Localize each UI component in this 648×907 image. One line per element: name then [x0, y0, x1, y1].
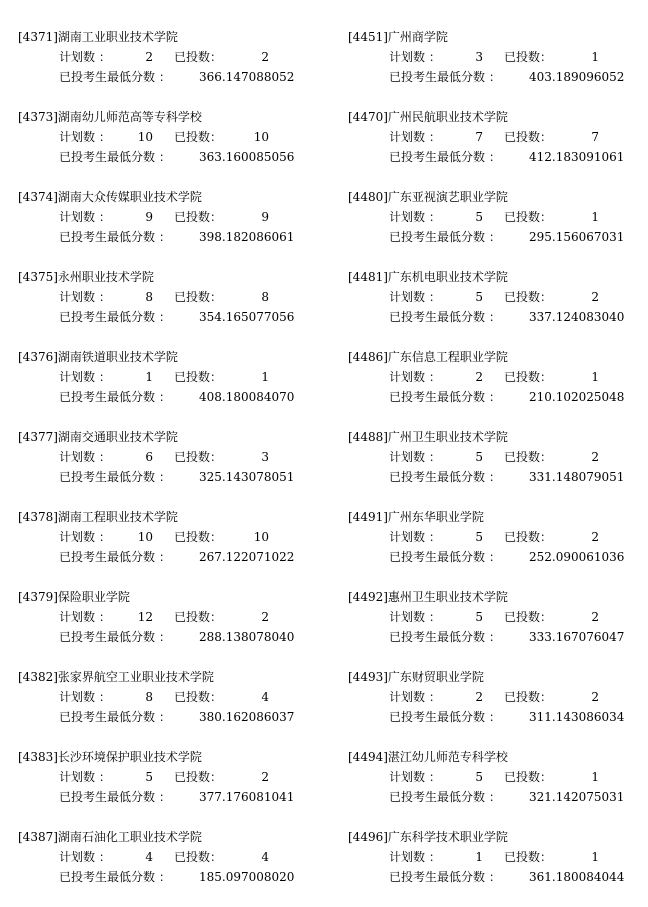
school-entry — [18, 347, 318, 427]
min-score-row — [389, 787, 648, 807]
cast-value: 2 — [591, 610, 599, 624]
plan-label: 计划数 ： — [59, 530, 111, 544]
school-title — [348, 187, 508, 207]
school-code: [4470] — [348, 110, 388, 124]
school-name: 广东机电职业技术学院 — [387, 270, 508, 284]
cast-label: 已投数： — [504, 610, 553, 624]
cast-value: 1 — [591, 770, 599, 784]
min-score-value: 412.183091061 — [529, 150, 625, 164]
plan-row — [59, 367, 319, 387]
min-score-row — [59, 227, 319, 247]
school-name: 广东财贸职业学院 — [387, 670, 484, 684]
cast-value: 10 — [253, 130, 269, 144]
min-score-value: 363.160085056 — [199, 150, 295, 164]
plan-row — [59, 687, 319, 707]
plan-row — [59, 127, 319, 147]
min-score-row — [389, 147, 648, 167]
min-score-row — [389, 387, 648, 407]
cast-value: 1 — [591, 850, 599, 864]
plan-label: 计划数 ： — [389, 690, 441, 704]
school-entry — [18, 187, 318, 267]
min-score-label: 已投考生最低分数 ： — [59, 70, 171, 84]
school-entry — [348, 667, 648, 747]
school-code: [4491] — [348, 510, 388, 524]
min-score-label: 已投考生最低分数 ： — [389, 390, 501, 404]
plan-value: 6 — [145, 450, 153, 464]
min-score-label: 已投考生最低分数 ： — [389, 470, 501, 484]
school-entry — [348, 347, 648, 427]
cast-value: 2 — [261, 610, 269, 624]
plan-value: 2 — [475, 370, 483, 384]
plan-label: 计划数 ： — [389, 450, 441, 464]
min-score-label: 已投考生最低分数 ： — [59, 870, 171, 884]
plan-row — [389, 527, 648, 547]
school-entry — [18, 587, 318, 667]
min-score-label: 已投考生最低分数 ： — [389, 230, 501, 244]
min-score-value: 331.148079051 — [529, 470, 625, 484]
min-score-row — [59, 307, 319, 327]
cast-value: 3 — [261, 450, 269, 464]
plan-value: 5 — [475, 530, 483, 544]
min-score-row — [59, 707, 319, 727]
plan-label: 计划数 ： — [59, 50, 111, 64]
plan-row — [389, 367, 648, 387]
right-column — [348, 27, 648, 907]
min-score-value: 398.182086061 — [199, 230, 295, 244]
school-code: [4371] — [18, 30, 58, 44]
plan-value: 5 — [475, 770, 483, 784]
cast-label: 已投数： — [174, 850, 223, 864]
min-score-value: 325.143078051 — [199, 470, 295, 484]
school-title — [348, 507, 484, 527]
plan-label: 计划数 ： — [389, 770, 441, 784]
min-score-label: 已投考生最低分数 ： — [389, 150, 501, 164]
plan-row — [59, 607, 319, 627]
min-score-label: 已投考生最低分数 ： — [59, 710, 171, 724]
min-score-label: 已投考生最低分数 ： — [389, 630, 501, 644]
min-score-row — [389, 227, 648, 247]
min-score-row — [59, 787, 319, 807]
school-code: [4496] — [348, 830, 388, 844]
min-score-row — [59, 67, 319, 87]
cast-label: 已投数： — [504, 770, 553, 784]
min-score-row — [389, 67, 648, 87]
cast-label: 已投数： — [174, 450, 223, 464]
plan-row — [59, 767, 319, 787]
cast-value: 2 — [591, 530, 599, 544]
school-title — [18, 827, 202, 847]
school-code: [4377] — [18, 430, 58, 444]
cast-label: 已投数： — [174, 530, 223, 544]
school-code: [4379] — [18, 590, 58, 604]
plan-value: 5 — [145, 770, 153, 784]
plan-label: 计划数 ： — [59, 850, 111, 864]
plan-label: 计划数 ： — [389, 370, 441, 384]
plan-label: 计划数 ： — [59, 690, 111, 704]
cast-label: 已投数： — [504, 290, 553, 304]
plan-value: 10 — [137, 530, 153, 544]
plan-value: 12 — [137, 610, 153, 624]
school-name: 湖南幼儿师范高等专科学校 — [57, 110, 202, 124]
plan-row — [389, 687, 648, 707]
school-entry — [348, 187, 648, 267]
plan-label: 计划数 ： — [59, 450, 111, 464]
min-score-row — [59, 627, 319, 647]
school-code: [4378] — [18, 510, 58, 524]
school-code: [4488] — [348, 430, 388, 444]
school-entry — [18, 107, 318, 187]
min-score-value: 267.122071022 — [199, 550, 295, 564]
min-score-label: 已投考生最低分数 ： — [59, 470, 171, 484]
cast-value: 4 — [261, 850, 269, 864]
cast-value: 8 — [261, 290, 269, 304]
plan-row — [59, 847, 319, 867]
school-title — [18, 187, 202, 207]
plan-label: 计划数 ： — [59, 370, 111, 384]
school-code: [4373] — [18, 110, 58, 124]
plan-value: 10 — [137, 130, 153, 144]
school-entry — [18, 827, 318, 907]
plan-row — [389, 847, 648, 867]
cast-label: 已投数： — [174, 130, 223, 144]
min-score-value: 295.156067031 — [529, 230, 625, 244]
school-code: [4374] — [18, 190, 58, 204]
cast-label: 已投数： — [504, 210, 553, 224]
min-score-row — [59, 387, 319, 407]
plan-value: 5 — [475, 450, 483, 464]
plan-row — [59, 287, 319, 307]
school-title — [348, 827, 508, 847]
cast-label: 已投数： — [504, 370, 553, 384]
school-entry — [348, 107, 648, 187]
plan-row — [389, 207, 648, 227]
school-title — [348, 267, 508, 287]
school-name: 广州卫生职业技术学院 — [387, 430, 508, 444]
school-title — [18, 427, 178, 447]
school-name: 湖南工业职业技术学院 — [57, 30, 178, 44]
school-name: 湖南铁道职业技术学院 — [57, 350, 178, 364]
cast-label: 已投数： — [174, 770, 223, 784]
school-title — [18, 347, 178, 367]
cast-label: 已投数： — [174, 370, 223, 384]
school-title — [348, 27, 448, 47]
cast-label: 已投数： — [504, 690, 553, 704]
plan-label: 计划数 ： — [389, 210, 441, 224]
school-code: [4494] — [348, 750, 388, 764]
school-title — [348, 587, 508, 607]
plan-label: 计划数 ： — [389, 290, 441, 304]
plan-value: 1 — [145, 370, 153, 384]
min-score-label: 已投考生最低分数 ： — [59, 310, 171, 324]
school-entry — [18, 427, 318, 507]
school-entry — [348, 27, 648, 107]
plan-label: 计划数 ： — [389, 850, 441, 864]
school-entry — [348, 827, 648, 907]
plan-row — [389, 127, 648, 147]
plan-value: 7 — [475, 130, 483, 144]
school-title — [348, 347, 508, 367]
min-score-row — [389, 467, 648, 487]
school-name: 广州民航职业技术学院 — [387, 110, 508, 124]
cast-label: 已投数： — [504, 130, 553, 144]
min-score-row — [389, 307, 648, 327]
school-name: 湛江幼儿师范专科学校 — [387, 750, 508, 764]
school-entry — [18, 267, 318, 347]
school-name: 湖南工程职业技术学院 — [57, 510, 178, 524]
min-score-row — [389, 627, 648, 647]
school-name: 保险职业学院 — [57, 590, 130, 604]
min-score-value: 321.142075031 — [529, 790, 625, 804]
min-score-row — [59, 147, 319, 167]
cast-value: 1 — [591, 50, 599, 64]
cast-label: 已投数： — [504, 850, 553, 864]
school-code: [4451] — [348, 30, 388, 44]
cast-value: 7 — [591, 130, 599, 144]
cast-value: 1 — [591, 210, 599, 224]
min-score-value: 408.180084070 — [199, 390, 295, 404]
cast-label: 已投数： — [174, 210, 223, 224]
school-title — [348, 427, 508, 447]
min-score-label: 已投考生最低分数 ： — [389, 710, 501, 724]
school-entry — [348, 507, 648, 587]
min-score-value: 185.097008020 — [199, 870, 295, 884]
cast-value: 9 — [261, 210, 269, 224]
cast-value: 2 — [591, 290, 599, 304]
min-score-row — [59, 467, 319, 487]
plan-row — [389, 447, 648, 467]
school-title — [348, 747, 508, 767]
plan-label: 计划数 ： — [59, 210, 111, 224]
school-code: [4383] — [18, 750, 58, 764]
plan-value: 4 — [145, 850, 153, 864]
min-score-value: 380.162086037 — [199, 710, 295, 724]
min-score-row — [389, 867, 648, 887]
school-name: 广州商学院 — [387, 30, 448, 44]
school-code: [4493] — [348, 670, 388, 684]
min-score-label: 已投考生最低分数 ： — [59, 150, 171, 164]
plan-label: 计划数 ： — [389, 610, 441, 624]
school-name: 永州职业技术学院 — [57, 270, 154, 284]
school-name: 惠州卫生职业技术学院 — [387, 590, 508, 604]
school-title — [18, 507, 178, 527]
plan-value: 8 — [145, 290, 153, 304]
school-entry — [348, 427, 648, 507]
school-code: [4376] — [18, 350, 58, 364]
min-score-value: 354.165077056 — [199, 310, 295, 324]
min-score-value: 377.176081041 — [199, 790, 295, 804]
plan-label: 计划数 ： — [389, 530, 441, 544]
plan-row — [389, 287, 648, 307]
min-score-row — [389, 707, 648, 727]
plan-value: 2 — [145, 50, 153, 64]
left-column — [18, 27, 318, 907]
min-score-label: 已投考生最低分数 ： — [59, 230, 171, 244]
school-name: 张家界航空工业职业技术学院 — [57, 670, 214, 684]
school-entry — [348, 587, 648, 667]
cast-label: 已投数： — [174, 290, 223, 304]
cast-value: 1 — [591, 370, 599, 384]
cast-label: 已投数： — [174, 610, 223, 624]
plan-row — [59, 47, 319, 67]
school-code: [4382] — [18, 670, 58, 684]
school-name: 广州东华职业学院 — [387, 510, 484, 524]
plan-row — [59, 447, 319, 467]
school-name: 湖南大众传媒职业技术学院 — [57, 190, 202, 204]
min-score-row — [389, 547, 648, 567]
school-code: [4375] — [18, 270, 58, 284]
plan-label: 计划数 ： — [389, 130, 441, 144]
cast-value: 2 — [261, 770, 269, 784]
school-title — [18, 27, 178, 47]
cast-label: 已投数： — [174, 50, 223, 64]
school-code: [4481] — [348, 270, 388, 284]
school-entry — [18, 747, 318, 827]
plan-label: 计划数 ： — [59, 610, 111, 624]
plan-value: 5 — [475, 290, 483, 304]
school-entry — [18, 507, 318, 587]
min-score-label: 已投考生最低分数 ： — [389, 870, 501, 884]
plan-row — [59, 207, 319, 227]
min-score-label: 已投考生最低分数 ： — [59, 630, 171, 644]
cast-value: 2 — [591, 690, 599, 704]
school-name: 长沙环境保护职业技术学院 — [57, 750, 202, 764]
min-score-label: 已投考生最低分数 ： — [59, 790, 171, 804]
min-score-label: 已投考生最低分数 ： — [59, 550, 171, 564]
cast-label: 已投数： — [174, 690, 223, 704]
min-score-value: 403.189096052 — [529, 70, 625, 84]
school-entry — [348, 747, 648, 827]
school-title — [18, 667, 214, 687]
school-code: [4387] — [18, 830, 58, 844]
min-score-value: 288.138078040 — [199, 630, 295, 644]
min-score-label: 已投考生最低分数 ： — [59, 390, 171, 404]
school-name: 湖南石油化工职业技术学院 — [57, 830, 202, 844]
min-score-label: 已投考生最低分数 ： — [389, 310, 501, 324]
school-name: 广东信息工程职业学院 — [387, 350, 508, 364]
school-name: 广东亚视演艺职业学院 — [387, 190, 508, 204]
school-name: 湖南交通职业技术学院 — [57, 430, 178, 444]
cast-value: 4 — [261, 690, 269, 704]
min-score-value: 210.102025048 — [529, 390, 625, 404]
cast-label: 已投数： — [504, 50, 553, 64]
school-code: [4480] — [348, 190, 388, 204]
min-score-label: 已投考生最低分数 ： — [389, 550, 501, 564]
plan-value: 5 — [475, 610, 483, 624]
plan-label: 计划数 ： — [59, 290, 111, 304]
plan-row — [389, 607, 648, 627]
school-entry — [18, 27, 318, 107]
school-entry — [18, 667, 318, 747]
plan-label: 计划数 ： — [59, 770, 111, 784]
plan-label: 计划数 ： — [389, 50, 441, 64]
school-title — [348, 667, 484, 687]
plan-row — [389, 47, 648, 67]
plan-value: 8 — [145, 690, 153, 704]
cast-value: 2 — [261, 50, 269, 64]
school-title — [18, 107, 202, 127]
min-score-value: 366.147088052 — [199, 70, 295, 84]
cast-value: 2 — [591, 450, 599, 464]
min-score-label: 已投考生最低分数 ： — [389, 790, 501, 804]
plan-label: 计划数 ： — [59, 130, 111, 144]
school-entry — [348, 267, 648, 347]
cast-value: 10 — [253, 530, 269, 544]
school-title — [18, 587, 130, 607]
school-code: [4486] — [348, 350, 388, 364]
plan-value: 1 — [475, 850, 483, 864]
school-code: [4492] — [348, 590, 388, 604]
school-title — [18, 267, 154, 287]
plan-row — [389, 767, 648, 787]
school-name: 广东科学技术职业学院 — [387, 830, 508, 844]
min-score-value: 333.167076047 — [529, 630, 625, 644]
plan-value: 5 — [475, 210, 483, 224]
plan-value: 9 — [145, 210, 153, 224]
plan-value: 3 — [475, 50, 483, 64]
cast-label: 已投数： — [504, 450, 553, 464]
cast-value: 1 — [261, 370, 269, 384]
min-score-value: 252.090061036 — [529, 550, 625, 564]
cast-label: 已投数： — [504, 530, 553, 544]
min-score-label: 已投考生最低分数 ： — [389, 70, 501, 84]
min-score-row — [59, 867, 319, 887]
school-title — [348, 107, 508, 127]
min-score-value: 337.124083040 — [529, 310, 625, 324]
min-score-value: 361.180084044 — [529, 870, 625, 884]
min-score-row — [59, 547, 319, 567]
school-title — [18, 747, 202, 767]
plan-value: 2 — [475, 690, 483, 704]
plan-row — [59, 527, 319, 547]
min-score-value: 311.143086034 — [529, 710, 625, 724]
